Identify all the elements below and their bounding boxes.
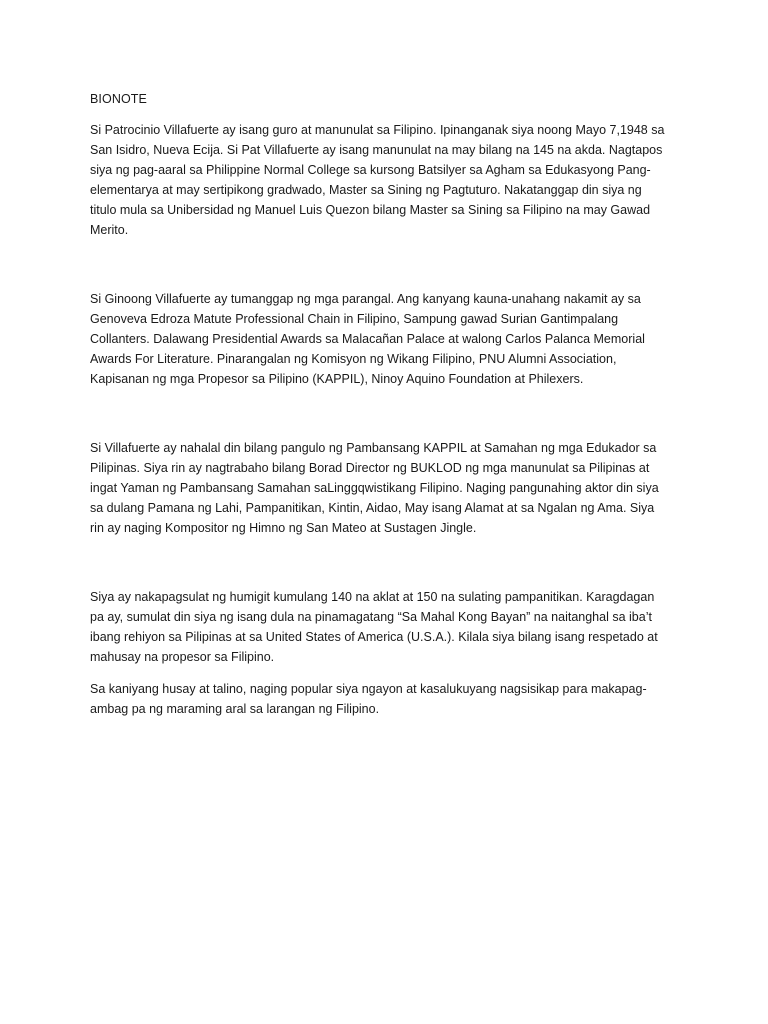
document-heading: BIONOTE (90, 92, 147, 106)
paragraph-awards: Si Ginoong Villafuerte ay tumanggap ng mga parangal. Ang kanyang kauna-unahang nakamit ay sa Genoveva Edroza Matute Professional Chain in Filipino, Sampung gawad Surian Gantimpalang Collanters. Dalawang Presidential Awards sa Malacañan Palace at walong Carlos Palanca Memorial Awards For Literature. Pinarangalan ng Komisyon ng Wikang Filipino, PNU Alumni Association, Kapisanan ng mga Propesor sa Pilipino (KAPPIL), Ninoy Aquino Foundation at Philexers. (90, 292, 645, 386)
paragraph-intro: Si Patrocinio Villafuerte ay isang guro at manunulat sa Filipino. Ipinanganak siya noong Mayo 7,1948 sa San Isidro, Nueva Ecija. Si Pat Villafuerte ay isang manunulat na may bilang na 145 na akda. Nagtapos siya ng pag-aaral sa Philippine Normal College sa kursong Batsilyer sa Agham sa Edukasyong Pang-elementarya at may sertipikong gradwado, Master sa Sining ng Pagtuturo. Nakatanggap din siya ng titulo mula sa Unibersidad ng Manuel Luis Quezon bilang Master sa Sining sa Filipino na may Gawad Merito. (90, 123, 665, 237)
paragraph-positions: Si Villafuerte ay nahalal din bilang pangulo ng Pambansang KAPPIL at Samahan ng mga Edukador sa Pilipinas. Siya rin ay nagtrabaho bilang Borad Director ng BUKLOD ng mga manunulat sa Pilipinas at ingat Yaman ng Pambansang Samahan saLinggqwistikang Filipino. Naging pangunahing aktor din siya sa dulang Pamana ng Lahi, Pampanitikan, Kintin, Aidao, May isang Alamat at sa Ngalan ng Ama. Siya rin ay naging Kompositor ng Himno ng San Mateo at Sustagen Jingle. (90, 441, 659, 535)
paragraph-works: Siya ay nakapagsulat ng humigit kumulang 140 na aklat at 150 na sulating pampanitikan. Karagdagan pa ay, sumulat din siya ng isang dula na pinamagatang “Sa Mahal Kong Bayan” na naitanghal sa iba’t ibang rehiyon sa Pilipinas at sa United States of America (U.S.A.). Kilala siya bilang isang respetado at mahusay na propesor sa Filipino. (90, 590, 658, 664)
paragraph-closing: Sa kaniyang husay at talino, naging popular siya ngayon at kasalukuyang nagsisikap para makapag-ambag pa ng maraming aral sa larangan ng Filipino. (90, 682, 647, 716)
document-page (90, 92, 670, 719)
